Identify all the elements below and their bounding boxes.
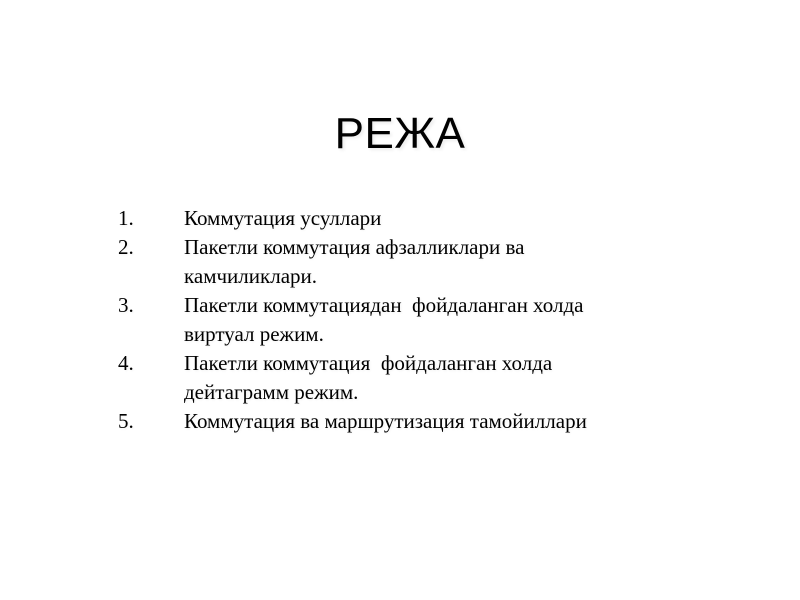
agenda-item-2 (118, 233, 678, 291)
agenda-item-text (184, 291, 678, 349)
agenda-item-line: виртуал режим. (184, 322, 324, 346)
agenda-item-4 (118, 349, 678, 407)
agenda-item-number: 1. (118, 206, 134, 230)
agenda-item-line: Коммутация усуллари (184, 206, 382, 230)
agenda-item-line: Пакетли коммутация фойдаланган холда (184, 351, 553, 375)
agenda-item-line: камчиликлари. (184, 264, 318, 288)
agenda-item-number: 4. (118, 351, 134, 375)
agenda-item-number: 2. (118, 235, 134, 259)
agenda-item-line: дейтаграмм режим. (184, 380, 359, 404)
agenda-item-5 (118, 407, 678, 436)
agenda-item-number: 3. (118, 293, 134, 317)
agenda-item-line: Коммутация ва маршрутизация тамойиллари (184, 409, 587, 433)
agenda-item-1 (118, 204, 678, 233)
agenda-item-text (184, 407, 678, 436)
slide-title: РЕЖА (334, 109, 466, 158)
agenda-list (118, 204, 678, 436)
agenda-item-line: Пакетли коммутация афзалликлари ва (184, 235, 525, 259)
agenda-item-text (184, 204, 678, 233)
agenda-item-line: Пакетли коммутациядан фойдаланган холда (184, 293, 584, 317)
agenda-item-3 (118, 291, 678, 349)
agenda-item-text (184, 349, 678, 407)
agenda-item-text (184, 233, 678, 291)
agenda-item-number: 5. (118, 409, 134, 433)
